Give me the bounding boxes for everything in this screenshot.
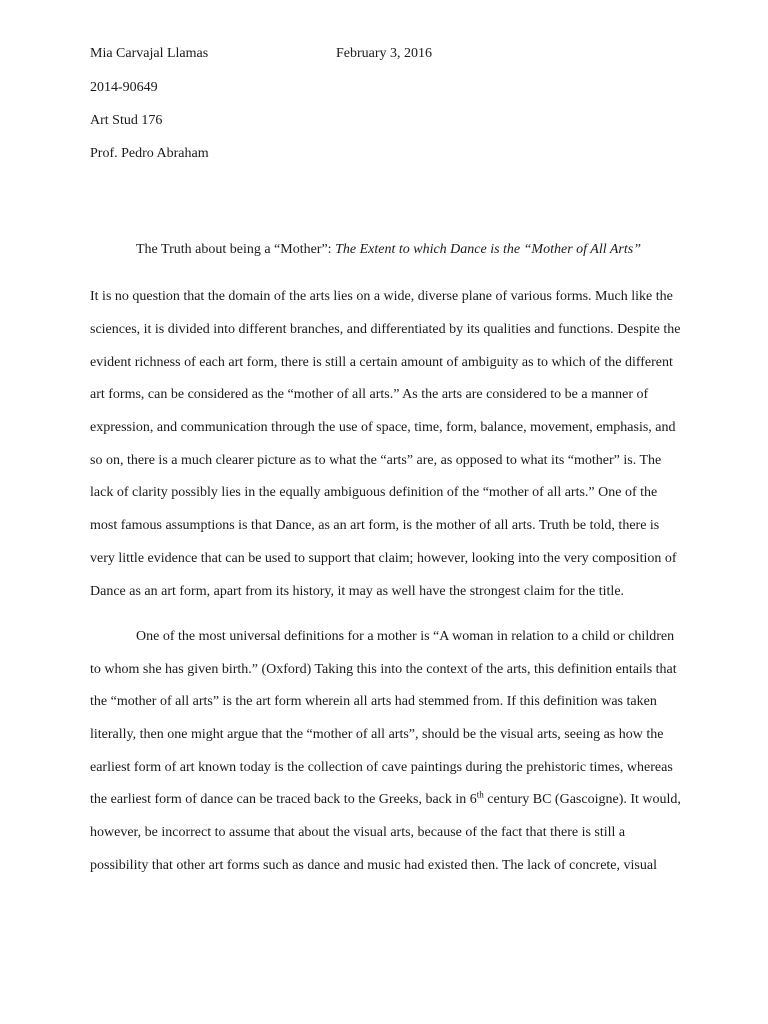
paragraph-line: possibility that other art forms such as dance and music had existed then. The lack of concrete, visual bbox=[90, 858, 657, 873]
document-date: February 3, 2016 bbox=[336, 46, 433, 61]
student-id: 2014-90649 bbox=[90, 80, 158, 95]
line-segment: century BC (Gascoigne). It would, bbox=[483, 792, 681, 807]
paragraph-line: literally, then one might argue that the “mother of all arts”, should be the visual arts, seeing as how the bbox=[90, 727, 664, 742]
ordinal-suffix: th bbox=[476, 789, 484, 800]
paragraph-line: the “mother of all arts” is the art form wherein all arts had stemmed from. If this definition was taken bbox=[90, 694, 657, 709]
paragraph-line: to whom she has given birth.” (Oxford) Taking this into the context of the arts, this definition entails that bbox=[90, 662, 677, 677]
paragraph-line: lack of clarity possibly lies in the equally ambiguous definition of the “mother of all arts.” One of the bbox=[90, 485, 658, 500]
professor-name: Prof. Pedro Abraham bbox=[90, 146, 209, 161]
paragraph-line bbox=[90, 791, 681, 809]
essay-title bbox=[136, 241, 641, 259]
author-name: Mia Carvajal Llamas bbox=[90, 46, 209, 61]
paragraph-line: earliest form of art known today is the collection of cave paintings during the prehistoric times, whereas bbox=[90, 760, 673, 775]
paragraph-line: Dance as an art form, apart from its history, it may as well have the strongest claim for the title. bbox=[90, 584, 625, 599]
course-name: Art Stud 176 bbox=[90, 113, 163, 128]
paragraph-line: very little evidence that can be used to support that claim; however, looking into the very composition of bbox=[90, 551, 677, 566]
paragraph-line: It is no question that the domain of the arts lies on a wide, diverse plane of various forms. Much like the bbox=[90, 289, 673, 304]
paragraph-line: however, be incorrect to assume that about the visual arts, because of the fact that there is still a bbox=[90, 825, 626, 840]
line-segment: the earliest form of dance can be traced back to the Greeks, back in 6 bbox=[90, 792, 477, 807]
paragraph-line: so on, there is a much clearer picture as to what the “arts” are, as opposed to what its “mother” is. The bbox=[90, 453, 662, 468]
paragraph-line: expression, and communication through the use of space, time, form, balance, movement, emphasis, and bbox=[90, 420, 676, 435]
paragraph-line: sciences, it is divided into different branches, and differentiated by its qualities and functions. Despite the bbox=[90, 322, 681, 337]
paragraph-line: art forms, can be considered as the “mother of all arts.” As the arts are considered to be a manner of bbox=[90, 387, 649, 402]
essay-title-plain: The Truth about being a “Mother”: bbox=[136, 242, 336, 257]
paragraph-line: most famous assumptions is that Dance, as an art form, is the mother of all arts. Truth be told, there is bbox=[90, 518, 660, 533]
paragraph-line: evident richness of each art form, there is still a certain amount of ambiguity as to which of the different bbox=[90, 355, 673, 370]
paragraph-line: One of the most universal definitions for a mother is “A woman in relation to a child or children bbox=[136, 629, 675, 644]
essay-title-italic: The Extent to which Dance is the “Mother of All Arts” bbox=[335, 242, 641, 257]
